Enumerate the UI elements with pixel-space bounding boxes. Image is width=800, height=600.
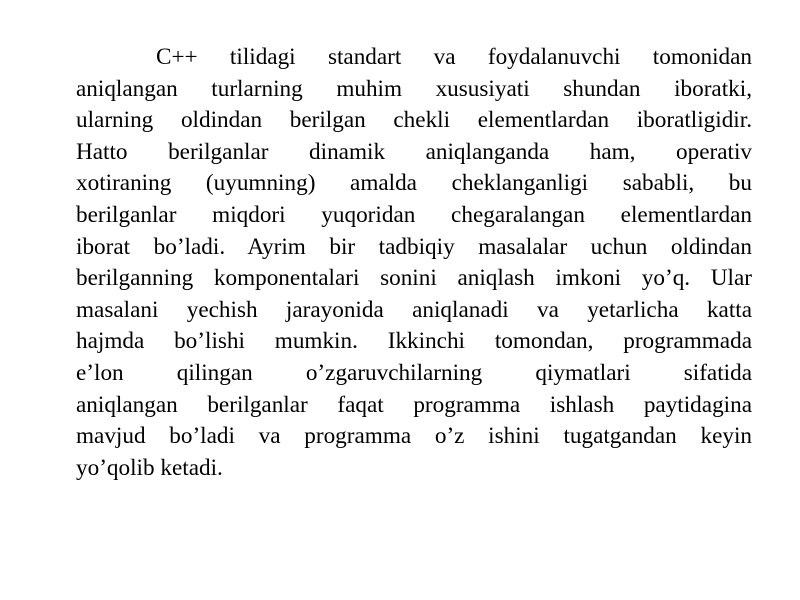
paragraph-line-12: aniqlangan berilganlar faqat programma ishlash paytidagina bbox=[76, 391, 752, 418]
paragraph-line-13: mavjud bo’ladi va programma o’z ishini tugatgandan keyin bbox=[76, 423, 752, 450]
paragraph-line-3: ularning oldindan berilgan chekli elementlardan iboratligidir. bbox=[76, 107, 752, 134]
paragraph-line-8: berilganning komponentalari sonini aniqlash imkoni yo’q. Ular bbox=[76, 265, 752, 292]
paragraph-line-14: yo’qolib ketadi. bbox=[76, 454, 223, 481]
paragraph-line-11: e’lon qilingan o’zgaruvchilarning qiymatlari sifatida bbox=[76, 359, 752, 386]
paragraph-line-1: C++ tilidagi standart va foydalanuvchi tomonidan bbox=[156, 44, 752, 70]
paragraph-line-10: hajmda bo’lishi mumkin. Ikkinchi tomondan, programmada bbox=[76, 328, 752, 355]
paragraph-line-4: Hatto berilganlar dinamik aniqlanganda ham, operativ bbox=[76, 138, 752, 165]
paragraph-line-7: iborat bo’ladi. Ayrim bir tadbiqiy masalalar uchun oldindan bbox=[76, 233, 752, 260]
paragraph-line-6: berilganlar miqdori yuqoridan chegaralangan elementlardan bbox=[76, 201, 752, 228]
paragraph-line-5: xotiraning (uyumning) amalda cheklanganligi sababli, bu bbox=[76, 170, 752, 197]
paragraph-line-9: masalani yechish jarayonida aniqlanadi va yetarlicha katta bbox=[76, 296, 752, 323]
paragraph-line-2: aniqlangan turlarning muhim xususiyati shundan iboratki, bbox=[76, 75, 752, 102]
body-paragraph bbox=[76, 42, 752, 484]
